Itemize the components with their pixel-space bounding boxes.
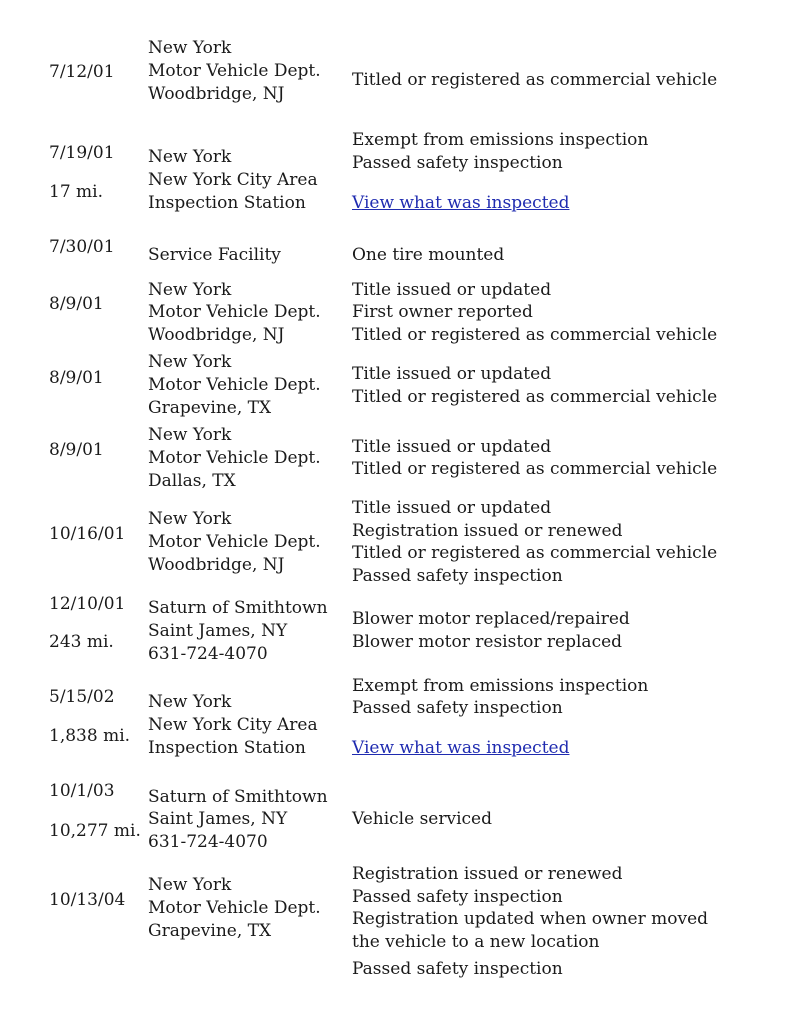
record-comment: Passed safety inspection: [352, 566, 563, 586]
record-source-line: New York: [148, 692, 232, 712]
record-source-line: Motor Vehicle Dept.: [148, 898, 321, 918]
record-source-line: Saint James, NY: [148, 809, 288, 829]
record-comment: Titled or registered as commercial vehicle: [352, 459, 718, 479]
record-source-line: 631-724-4070: [148, 832, 268, 852]
record-date: 5/15/02: [49, 687, 115, 707]
record-date: 8/9/01: [49, 440, 104, 460]
record-source-line: New York: [148, 147, 232, 167]
record-source-line: Dallas, TX: [148, 471, 236, 491]
record-comment: Passed safety inspection: [352, 698, 563, 718]
record-source-line: Motor Vehicle Dept.: [148, 61, 321, 81]
record-source-line: New York: [148, 352, 232, 372]
record-comment: Registration updated when owner moved: [352, 909, 709, 929]
record-comment: Vehicle serviced: [352, 809, 493, 829]
record-comment: First owner reported: [352, 302, 533, 322]
record-comment: Titled or registered as commercial vehicle: [352, 387, 718, 407]
record-source-line: Motor Vehicle Dept.: [148, 448, 321, 468]
record-source-line: Saturn of Smithtown: [148, 787, 328, 807]
record-date: 8/9/01: [49, 368, 104, 388]
view-inspection-link[interactable]: View what was inspected: [352, 193, 570, 213]
record-mileage: 243 mi.: [49, 632, 114, 652]
record-source-line: Woodbridge, NJ: [148, 325, 285, 345]
record-mileage: 10,277 mi.: [49, 821, 141, 841]
record-source-line: Woodbridge, NJ: [148, 84, 285, 104]
record-comment: Title issued or updated: [352, 437, 552, 457]
record-source-line: New York: [148, 280, 232, 300]
record-comment: Title issued or updated: [352, 498, 552, 518]
record-comment: Registration issued or renewed: [352, 521, 623, 541]
record-comment: Exempt from emissions inspection: [352, 130, 649, 150]
record-comment: Passed safety inspection: [352, 153, 563, 173]
record-date: 7/12/01: [49, 62, 115, 82]
record-source-line: Woodbridge, NJ: [148, 555, 285, 575]
record-source-line: Motor Vehicle Dept.: [148, 302, 321, 322]
record-date: 10/13/04: [49, 890, 126, 910]
record-comment: Titled or registered as commercial vehicle: [352, 325, 718, 345]
record-comment: Title issued or updated: [352, 364, 552, 384]
record-comment: Passed safety inspection: [352, 959, 563, 979]
record-comment: Title issued or updated: [352, 280, 552, 300]
record-source-line: Saturn of Smithtown: [148, 598, 328, 618]
record-comment: One tire mounted: [352, 245, 505, 265]
record-mileage: 17 mi.: [49, 182, 103, 202]
record-source-line: New York: [148, 38, 232, 58]
record-comment: the vehicle to a new location: [352, 932, 600, 952]
record-source-line: New York: [148, 425, 232, 445]
record-source-line: 631-724-4070: [148, 644, 268, 664]
record-source-line: Grapevine, TX: [148, 398, 272, 418]
record-mileage: 1,838 mi.: [49, 726, 131, 746]
record-source-line: Inspection Station: [148, 193, 306, 213]
record-source-line: New York City Area: [148, 170, 318, 190]
record-source-line: New York City Area: [148, 715, 318, 735]
record-comment: Titled or registered as commercial vehicle: [352, 543, 718, 563]
record-date: 12/10/01: [49, 594, 126, 614]
record-comment: Passed safety inspection: [352, 887, 563, 907]
record-source-line: New York: [148, 509, 232, 529]
record-date: 8/9/01: [49, 294, 104, 314]
record-comment: Titled or registered as commercial vehicle: [352, 70, 718, 90]
record-source-line: Grapevine, TX: [148, 921, 272, 941]
view-inspection-link[interactable]: View what was inspected: [352, 738, 570, 758]
record-comment: Registration issued or renewed: [352, 864, 623, 884]
record-source-line: Motor Vehicle Dept.: [148, 375, 321, 395]
record-date: 10/1/03: [49, 781, 115, 801]
record-comment: Blower motor resistor replaced: [352, 632, 623, 652]
record-source-line: Motor Vehicle Dept.: [148, 532, 321, 552]
record-date: 10/16/01: [49, 524, 126, 544]
record-source-line: Saint James, NY: [148, 621, 288, 641]
record-comment: Exempt from emissions inspection: [352, 676, 649, 696]
record-comment: Blower motor replaced/repaired: [352, 609, 630, 629]
record-source-line: Inspection Station: [148, 738, 306, 758]
record-source-line: Service Facility: [148, 245, 281, 265]
record-source-line: New York: [148, 875, 232, 895]
record-date: 7/19/01: [49, 143, 115, 163]
record-date: 7/30/01: [49, 237, 115, 257]
